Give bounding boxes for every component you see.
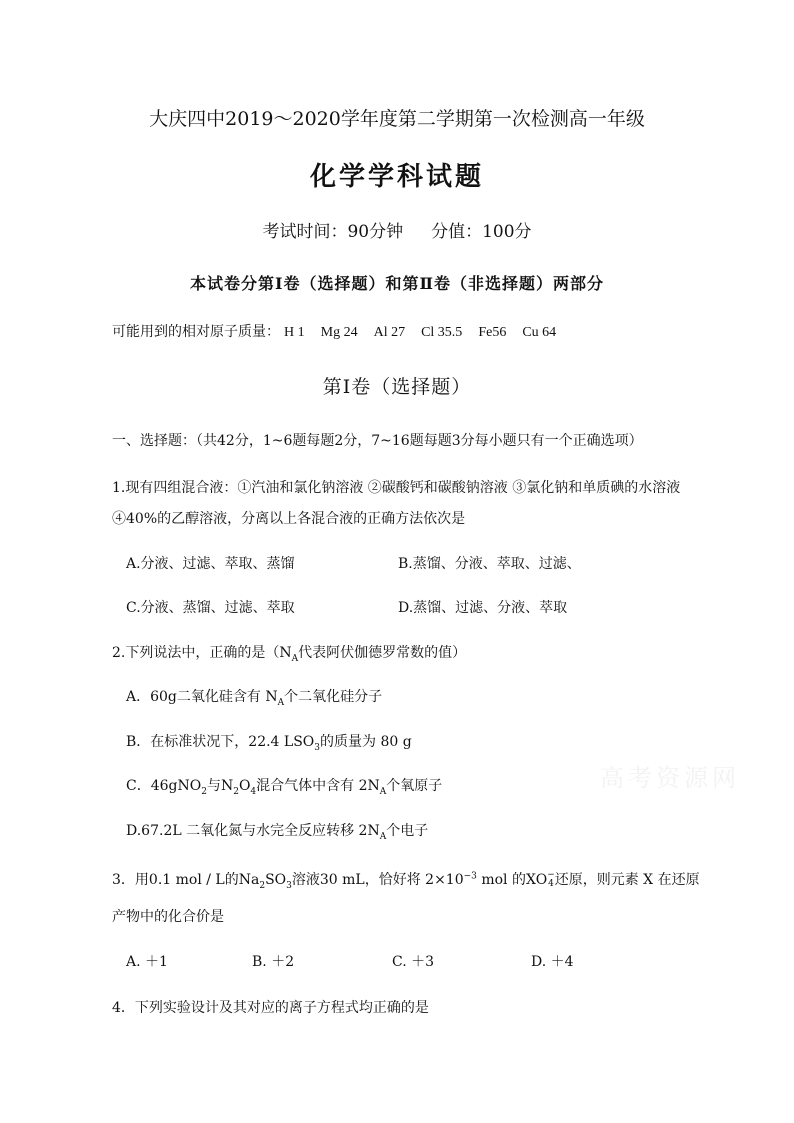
atomic-mass-item: Mg 24 bbox=[320, 325, 358, 340]
atomic-mass-item: Al 27 bbox=[373, 325, 406, 340]
exam-info bbox=[0, 217, 794, 242]
q3-stem-line1: 3．用0.1 mol / L的$Na_2SO_3$溶液30 mL，恰好将 $2\times 10^{-3}$ mol 的XO− 4还原，则元素 X 在还原 bbox=[112, 870, 700, 891]
q1-option-d: D.蒸馏、过滤、分液、萃取 bbox=[398, 600, 568, 616]
school-heading: 大庆四中2019～2020学年度第二学期第一次检测高一年级 bbox=[149, 108, 645, 130]
atomic-masses bbox=[112, 321, 572, 341]
q1-option-b: B.蒸馏、分液、萃取、过滤、 bbox=[398, 556, 581, 572]
atomic-mass-item: Fe56 bbox=[478, 325, 507, 340]
q1-stem-line1: 1.现有四组混合液：①汽油和氯化钠溶液 ②碳酸钙和碳酸钠溶液 ③氯化钠和单质碘的水溶液 bbox=[112, 480, 681, 496]
q3-option-a: A. ＋1 bbox=[126, 954, 168, 970]
q3-stem-line2: 产物中的化合价是 bbox=[112, 909, 224, 925]
atomic-mass-item: H 1 bbox=[284, 325, 305, 340]
volume-1-title: 第Ⅰ卷（选择题） bbox=[322, 376, 472, 398]
q2-option-a: A．60g二氧化硅含有 $N_A$个二氧化硅分子 bbox=[126, 689, 383, 708]
section-1-heading: 一、选择题：（共42分，1~6题每题2分，7~16题每题3分每小题只有一个正确选项） bbox=[112, 433, 643, 449]
ion-charge-index: − 4 bbox=[547, 870, 555, 889]
exam-time: 考试时间：90分钟 bbox=[262, 222, 404, 242]
q3-option-b: B. ＋2 bbox=[252, 954, 295, 970]
q2-option-c: C．46gNO$_2$与$N_2O_4$混合气体中含有 $2N_A$个氧原子 bbox=[126, 778, 443, 797]
page-title: 化学学科试题 bbox=[309, 162, 484, 192]
q4-stem: 4．下列实验设计及其对应的离子方程式均正确的是 bbox=[112, 1000, 429, 1016]
q2-option-b: B．在标准状况下，22.4 $LSO_3$的质量为 80 g bbox=[126, 734, 412, 753]
q1-option-c: C.分液、蒸馏、过滤、萃取 bbox=[126, 600, 295, 616]
parts-note: 本试卷分第Ⅰ卷（选择题）和第Ⅱ卷（非选择题）两部分 bbox=[190, 274, 604, 293]
q1-stem-line2: ④40%的乙醇溶液，分离以上各混合液的正确方法依次是 bbox=[112, 511, 466, 527]
q3-option-c: C. ＋3 bbox=[392, 954, 435, 970]
atomic-masses-label: 可能用到的相对原子质量： bbox=[112, 325, 280, 340]
q1-option-a: A.分液、过滤、萃取、蒸馏 bbox=[126, 556, 295, 572]
q2-stem: 2.下列说法中，正确的是（$N_A$代表阿伏伽德罗常数的值） bbox=[112, 645, 467, 664]
watermark: 高考资源网 bbox=[600, 764, 740, 792]
q3-option-d: D. ＋4 bbox=[531, 954, 574, 970]
q2-option-d: D.67.2L 二氧化氮与水完全反应转移 $2N_A$个电子 bbox=[126, 823, 429, 842]
exam-score: 分值：100分 bbox=[431, 222, 532, 242]
atomic-mass-item: Cu 64 bbox=[522, 325, 557, 340]
atomic-mass-item: Cl 35.5 bbox=[421, 325, 463, 340]
